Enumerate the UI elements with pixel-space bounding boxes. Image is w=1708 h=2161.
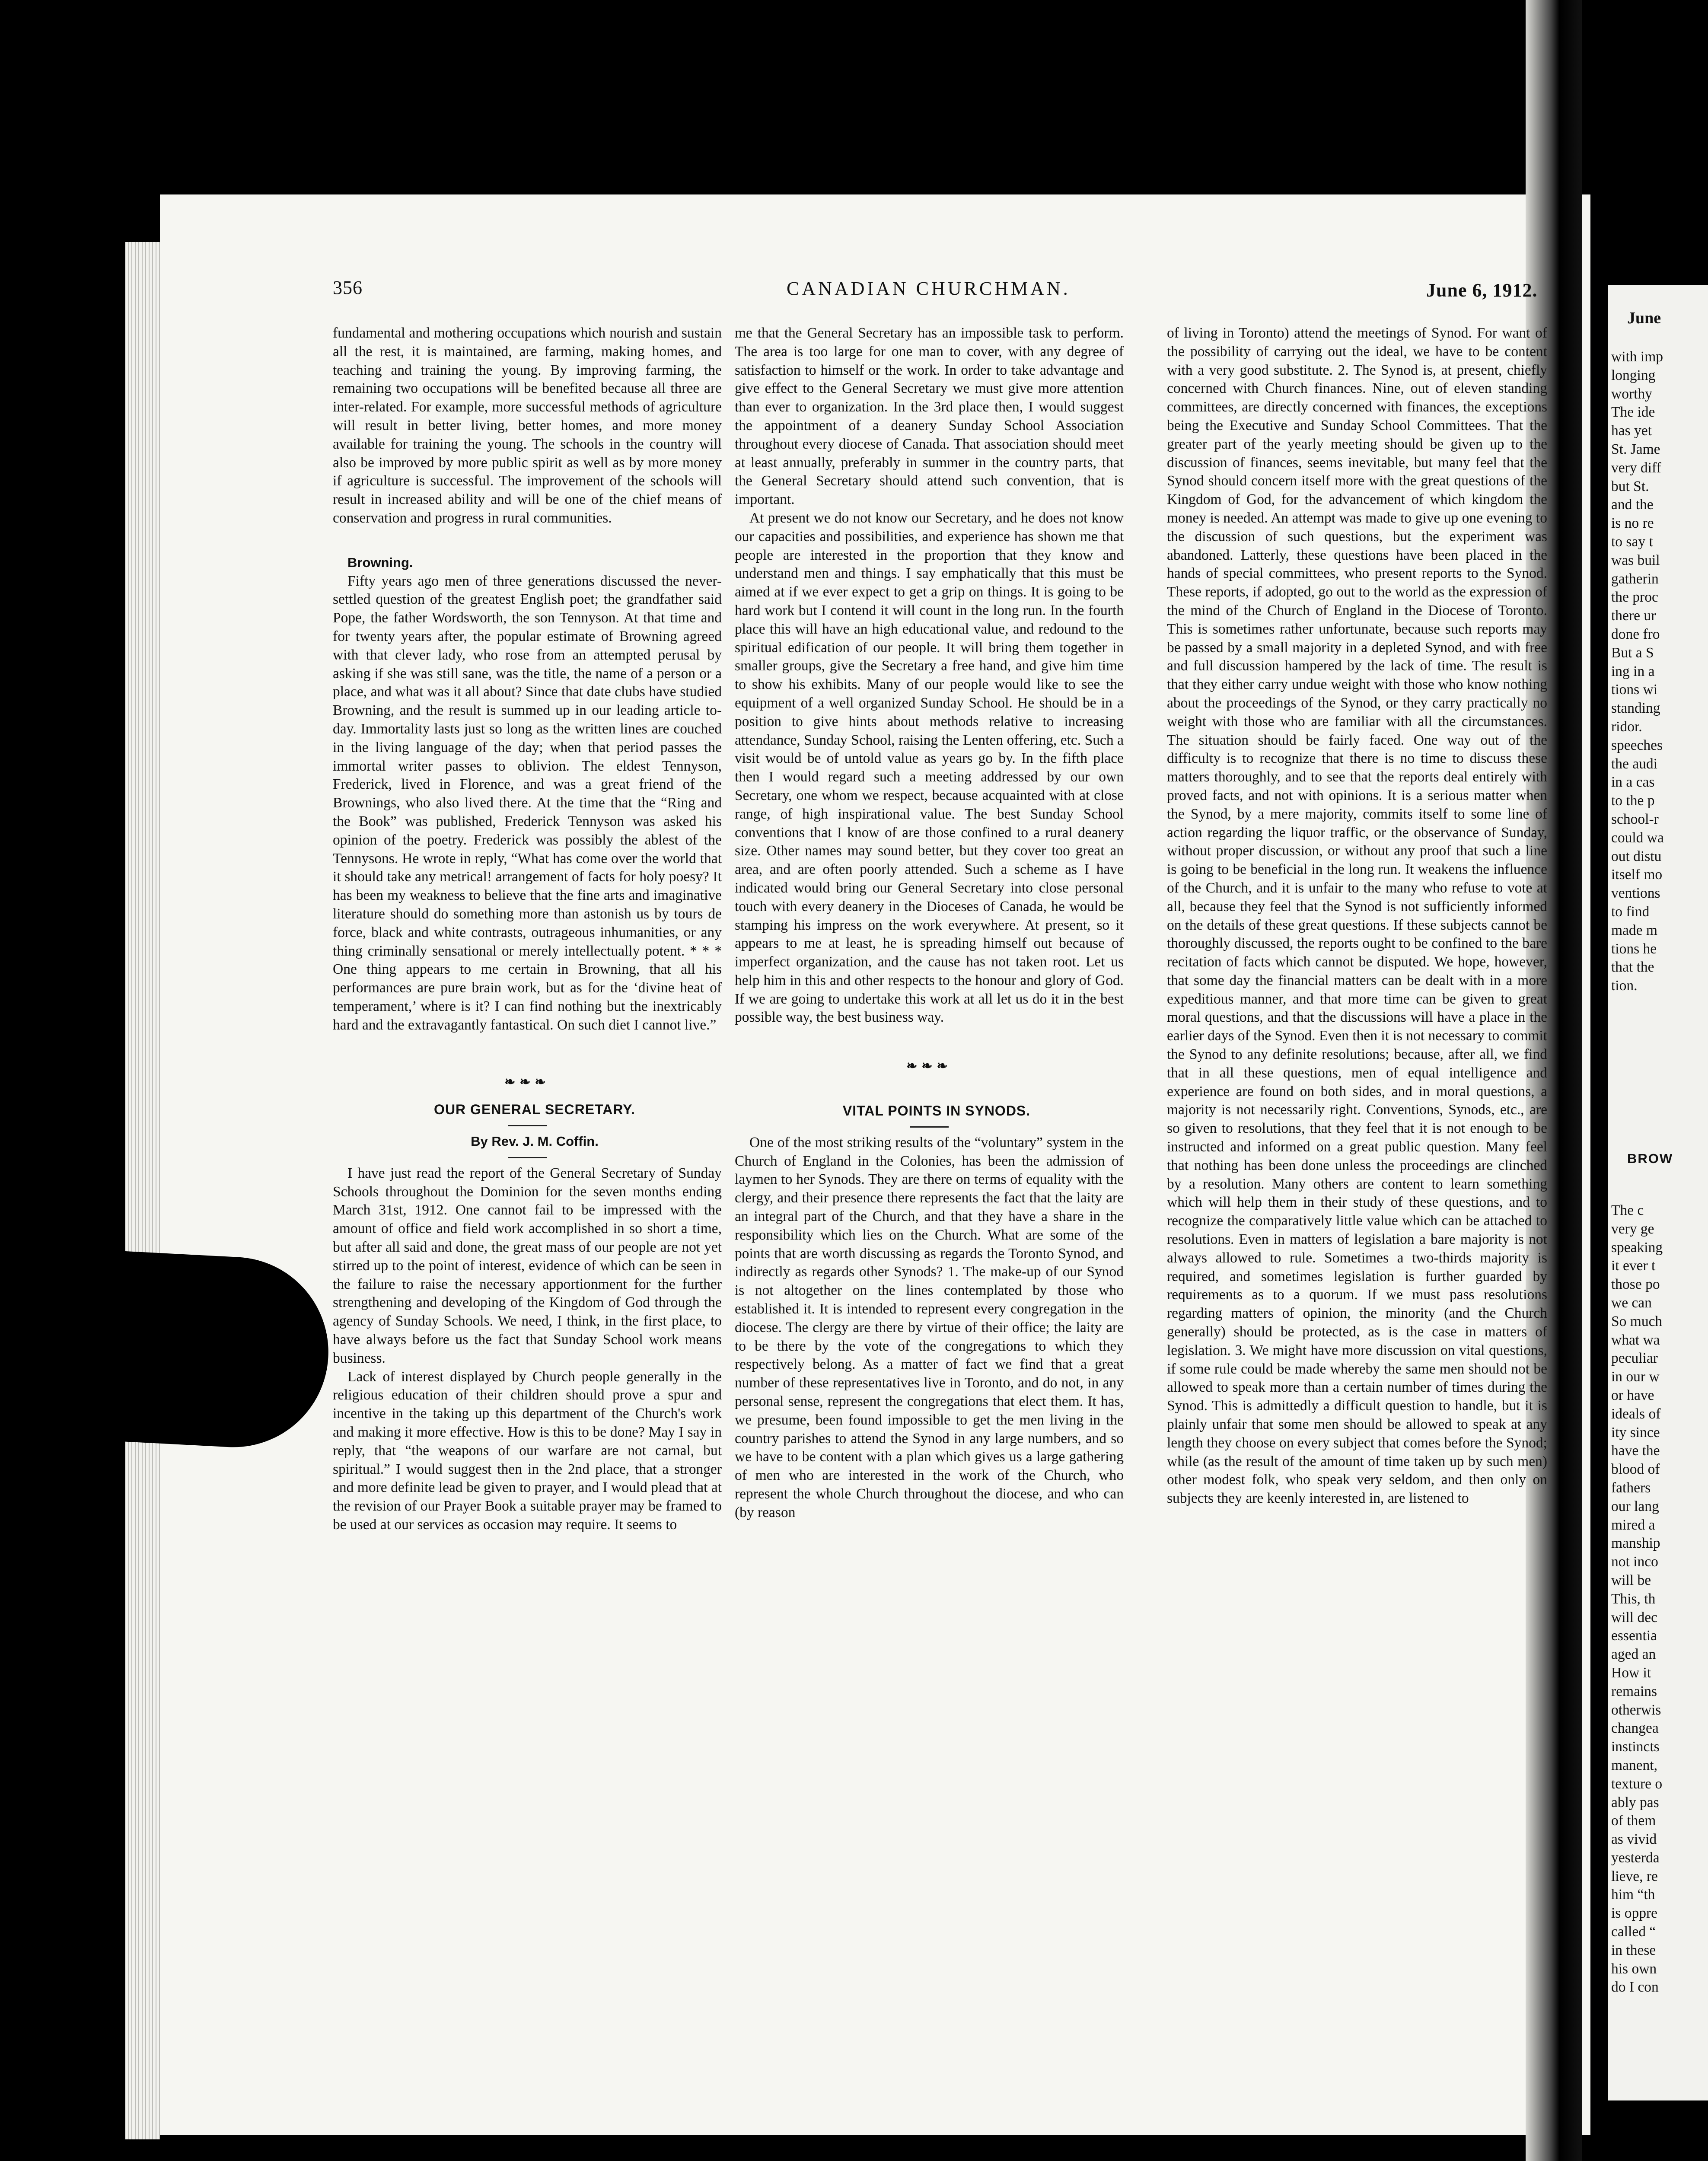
text-line: was buil	[1611, 552, 1660, 568]
ornament: ❧❧❧	[906, 1059, 952, 1074]
text-line: standing	[1611, 700, 1660, 717]
text-line: very diff	[1611, 459, 1661, 476]
text-line: gatherin	[1611, 571, 1659, 587]
text-line: yesterda	[1611, 1849, 1660, 1866]
paragraph: I have just read the report of the General Secretary of Sunday Schools throughout the Dominion for the seven months ending March 31st, 1912. One cannot fail to be impressed with the amount of office and field work accomplished in so short a time, but after all said and done, the great mass of our people are not yet stirred up to the point of interest, evidence of which can be seen in the failure to raise the necessary apportionment for the further strengthening and developing of the Kingdom of God through the agency of Sunday Schools. We need, I think, in the first place, to have always before us the fact that Sunday School work means business.	[333, 1165, 722, 1366]
paragraph: One of the most striking results of the “voluntary” system in the Church of England in the Colonies, has been the admission of laymen to her Synods. They are there on terms of equality with the clergy, and their presence there represents the fact that the laity are an integral part of the Church, and that they have a share in the responsibility which lies on the Church. What are some of the points that are worth discussing as regards the Toronto Synod, and indirectly as regards other Synods? 1. The make-up of our Synod is not altogether on the lines contemplated by those who established it. It is intended to represent every congregation in the diocese. The clergy are there by virtue of their office; the laity are to be there by the vote of the congregations to which they respectively belong. As a matter of fact we find that a great number of these representatives live in Toronto, and do not, in any personal sense, represent the congregations that elect them. It has, we presume, been found impossible to get the men living in the country parishes to attend the Synod in any large numbers, and so we have to be content with a plan which gives us a large gathering of men who are interested in the work of the Church, who represent the whole Church throughout the diocese, and who can (by reason	[735, 1134, 1124, 1520]
text-line: of them	[1611, 1813, 1656, 1829]
holding-hand	[0, 1245, 333, 1452]
paragraph: fundamental and mothering occupations which nourish and sustain all the rest, it is maintained, are farming, making homes, and teaching and training the young. By improving farming, the remaining two occupations will be benefited because all three are inter-related. For example, more successful methods of agriculture will result in better living, better homes, and more money available for training the young. The schools in the country will also be improved by more public spirit as well as by more money if agriculture is successful. The improvement of the schools will result in increased ability and will be one of the chief means of conservation and progress in rural communities.	[333, 325, 722, 526]
paragraph: of living in Toronto) attend the meetings of Synod. For want of the possibility of carrying out the ideal, we have to be content with a very good substitute. 2. The Synod is, at present, chiefly concerned with Church finances. Nine, out of eleven standing committees, are directly concerned with finances, the exceptions being the Executive and Sunday School Committees. That the greater part of the yearly meeting should be given up to the discussion of finances, seems inevitable, but many feel that the Synod should concern itself more with the great questions of the Kingdom of God, for the advancement of which kingdom the money is needed. An attempt was made to give up one evening to the discussion of such questions, but the experiment was abandoned. Latterly, these questions have been placed in the hands of special committees, who present reports to the Synod. These reports, if adopted, go out to the world as the expression of the mind of the Church of England in the Diocese of Toronto. This is sometimes rather unfortunate, because such reports may be passed by a small majority in a depleted Synod, and with free and full discussion hampered by the lack of time. The result is that they either carry undue weight with those who know nothing about the proceedings of the Synod, or they carry practically no weight with those who are familiar with all the circumstances. The situation should be fairly faced. One way out of the difficulty is to recognize that there is no time to discuss these matters thoroughly, and to see that the reports deal entirely with proved facts, and not with opinions. It is a serious matter when the Synod, by a mere majority, commits itself to some line of action regarding the liquor traffic, or the observance of Sunday, without proper discussion, or without any proof that such a line is going to be beneficial in the long run. It weakens the influence of the Church, and it is unfair to the many who refuse to vote at all, because they feel that the Synod is not sufficiently informed on the details of these great questions. If these subjects cannot be thoroughly discussed, the reports ought to be confined to the bare recitation of facts which cannot be disputed. We hope, however, that some day the financial matters can be dealt with in a more expeditious manner, and that more time can be given to great moral questions, and that the discussions will have a place in the earlier days of the Synod. Even then it is not necessary to commit the Synod to any definite resolutions; because, after all, we find that in all these questions, men of equal intelligence and experience are found on both sides, and in moral questions, a majority is not necessarily right. Conventions, Synods, etc., are so given to resolutions, that they feel that it is not enough to be instructed and informed on a great public question. Many feel that nothing has been done unless the proceedings are clinched by a resolution. Many others are content to learn something which will help them in their study of these questions, and to recognize the comparatively little value which can be attached to resolutions. Even in matters of legislation a bare majority is not always allowed to rule. Sometimes a two-thirds majority is required, and sometimes legislation is further guarded by requirements as to a quorum. If we must pass resolutions regarding matters of opinion, the minority (and the Church generally) should be protected, as is the case in matters of legislation. 3. We might have more discussion on vital questions, if some rule could be made whereby the same men should not be allowed to speak more than a certain number of times during the Synod. This is admittedly a difficult question to handle, but it is plainly unfair that some men should be allowed to speak at any length they choose on every subject that comes before the Synod; while (as the result of the amount of time taken up by such men) other modest folk, who speak very seldom, and then only on subjects they are keenly interested in, are listened to	[1167, 325, 1547, 1507]
text-line: manship	[1611, 1535, 1660, 1552]
text-line: essentia	[1611, 1628, 1657, 1644]
page-edges	[125, 242, 160, 2139]
text-line: lieve, re	[1611, 1868, 1658, 1884]
text-line: will be	[1611, 1572, 1651, 1588]
text-line: in these	[1611, 1942, 1656, 1958]
text-line: it ever t	[1611, 1258, 1656, 1274]
publication-title: CANADIAN CHURCHMAN.	[787, 278, 1071, 299]
text-line: tion.	[1611, 978, 1638, 994]
text-line: could wa	[1611, 829, 1664, 846]
text-line: out distu	[1611, 848, 1662, 864]
text-line: and the	[1611, 497, 1654, 513]
paragraph: me that the General Secretary has an impossible task to perform. The area is too large for one man to cover, with any degree of satisfaction to himself or the work. In order to take advantage and give effect to the General Secretary we must give more attention than ever to organization. In the 3rd place then, I would suggest the appointment of a deanery Sunday School Association throughout every diocese of Canada. That association should meet at least annually, preferably in summer in the country parts, that the General Secretary should attend such convention, that is important.	[735, 325, 1124, 508]
text-line: St. Jame	[1611, 441, 1660, 457]
text-line: ing in a	[1611, 663, 1655, 679]
text-line: will dec	[1611, 1609, 1657, 1626]
text-line: otherwis	[1611, 1702, 1661, 1718]
text-line: we can	[1611, 1294, 1652, 1311]
right-page-text-bottom	[1611, 1202, 1663, 1997]
text-line: school-r	[1611, 811, 1659, 827]
text-line: is oppre	[1611, 1905, 1657, 1922]
text-line: This, th	[1611, 1590, 1656, 1607]
text-line: So much	[1611, 1313, 1663, 1329]
text-line: but St.	[1611, 478, 1649, 494]
text-line: tions wi	[1611, 682, 1658, 698]
text-line: peculiar	[1611, 1350, 1658, 1367]
text-line: remains	[1611, 1683, 1657, 1699]
text-line: fathers	[1611, 1479, 1651, 1496]
text-line: the proc	[1611, 589, 1658, 606]
text-line: his own	[1611, 1960, 1657, 1977]
text-line: How it	[1611, 1664, 1651, 1681]
issue-date: June 6, 1912.	[1426, 280, 1538, 301]
divider	[508, 1157, 547, 1158]
text-line: that the	[1611, 959, 1654, 975]
text-line: those po	[1611, 1276, 1660, 1293]
text-line: have the	[1611, 1443, 1660, 1459]
text-line: done fro	[1611, 626, 1660, 642]
text-line: him “th	[1611, 1887, 1655, 1903]
text-line: to the p	[1611, 793, 1655, 809]
paragraph: Lack of interest displayed by Church people generally in the religious education of their children should prove a spur and incentive in the taking up this department of the Church's work and making it more effective. How is this to be done? May I say in reply, that “the weapons of our warfare are not carnal, but spiritual.” I would suggest then in the 2nd place, that a stronger and more definite lead be given to prayer, and I would plead that at the revision of our Prayer Book a suitable prayer may be framed to be used at our services as occasion may require. It seems to	[333, 1368, 722, 1533]
text-line: to find	[1611, 903, 1650, 920]
text-line: itself mo	[1611, 867, 1663, 883]
text-line: ventions	[1611, 885, 1660, 902]
right-page-heading: BROW	[1627, 1151, 1673, 1166]
text-line: manent,	[1611, 1757, 1657, 1773]
text-line: do I con	[1611, 1979, 1659, 1995]
section-heading-browning: Browning.	[347, 555, 413, 570]
text-line: texture o	[1611, 1775, 1663, 1792]
text-line: The c	[1611, 1202, 1644, 1218]
text-line: to say t	[1611, 533, 1653, 550]
text-line: ably pas	[1611, 1794, 1659, 1810]
text-line: But a S	[1611, 644, 1654, 661]
text-line: what wa	[1611, 1332, 1660, 1348]
page-number: 356	[333, 277, 363, 298]
column-3	[1167, 324, 1547, 1508]
text-line: has yet	[1611, 423, 1652, 439]
section-heading-general-secretary: OUR GENERAL SECRETARY.	[434, 1102, 635, 1118]
text-line: worthy	[1611, 386, 1652, 402]
text-line: is no re	[1611, 515, 1654, 532]
text-line: tions he	[1611, 940, 1657, 957]
paragraph: Fifty years ago men of three generations discussed the never-settled question of the greatest English poet; the grandfather said Pope, the father Wordsworth, the son Tennyson. At that time and for twenty years after, the popular estimate of Browning agreed with that clever lady, who rose from an attempted perusal by asking if she was still sane, was the title, the name of a person or a place, and what was it all about? Since that date clubs have studied Browning, and the result is summed up in our leading article to-day. Immortality lasts just so long as the written lines are couched in the living language of the day; when that period passes the immortal writer passes to oblivion. The eldest Tennyson, Frederick, lived in Florence, and was a great friend of the Brownings, who also lived there. At the time that the “Ring and the Book” was published, Frederick Tennyson was asked his opinion of the poetry. Frederick was possibly the ablest of the Tennysons. He wrote in reply, “What has come over the world that it should take any metrical! arrangement of facts for holy poesy? It has been my weakness to believe that the fine arts and imaginative literature should do something more than astonish us by tours de force, black and white contrasts, outrageous inhumanities, or any thing criminally sensational or merely intellectually potent. * * * One thing appears to me certain in Browning, that all his performances are pure brain work, but as for the ‘divine heat of temperament,’ where is it? I can find nothing but the inextricably hard and the extravagantly fantastical. On such diet I cannot live.”	[333, 573, 722, 1033]
text-line: called “	[1611, 1924, 1656, 1940]
text-line: ity since	[1611, 1424, 1660, 1441]
text-line: speeches	[1611, 737, 1663, 753]
text-line: speaking	[1611, 1239, 1663, 1256]
divider	[508, 1125, 547, 1126]
text-line: longing	[1611, 367, 1656, 383]
text-line: very ge	[1611, 1221, 1654, 1237]
text-line: ideals of	[1611, 1406, 1661, 1422]
text-line: instincts	[1611, 1739, 1660, 1755]
text-line: not inco	[1611, 1554, 1658, 1570]
right-page-header: June	[1627, 309, 1661, 327]
column-2	[735, 324, 1124, 1522]
divider	[910, 1126, 949, 1128]
text-line: The ide	[1611, 404, 1655, 421]
text-line: or have	[1611, 1387, 1654, 1403]
byline: By Rev. J. M. Coffin.	[471, 1134, 599, 1149]
text-line: ridor.	[1611, 718, 1642, 735]
section-heading-vital-points: VITAL POINTS IN SYNODS.	[842, 1103, 1031, 1119]
text-line: in our w	[1611, 1369, 1660, 1385]
right-page-text-top	[1611, 348, 1664, 995]
text-line: made m	[1611, 922, 1657, 938]
text-line: the audi	[1611, 755, 1657, 772]
text-line: blood of	[1611, 1461, 1660, 1478]
text-line: mired a	[1611, 1517, 1655, 1533]
text-line: our lang	[1611, 1498, 1659, 1514]
text-line: there ur	[1611, 608, 1656, 624]
text-line: with imp	[1611, 349, 1663, 365]
paragraph: At present we do not know our Secretary, and he does not know our capacities and possibilities, and experience has shown me that people are interested in the proportion that they know and understand men and things. I say emphatically that this must be aimed at if we ever expect to get a grip on things. It is going to be hard work but I contend it will count in the long run. In the fourth place this will have an high educational value, and redound to the spiritual edification of our people. It will bring them together in smaller groups, give the Secretary a free hand, and give him time to show his exhibits. Many of our people would like to see the equipment of a well organized Sunday School. He should be in a position to give hints about methods relative to increasing attendance, Sunday School, raising the Lenten offering, etc. Such a visit would be of untold value as years go by. In the fifth place then I would regard such a meeting addressed by our own Secretary, one whom we respect, because acquainted with at close range, of high inspirational value. The best Sunday School conventions that I know of are those confined to a rural deanery size. Other names may sound better, but they cover too great an area, and are often poorly attended. Such a scheme as I have indicated would bring our General Secretary into close personal touch with every deanery in the Dioceses of Canada, he would be stamping his impress on the work everywhere. At present, so it appears to me at least, he is spreading himself out because of imperfect organization, and the cause has not taken root. Let us help him in this and other respects to the honour and glory of God. If we are going to undertake this work at all let us do it in the best possible way, the best business way.	[735, 510, 1124, 1026]
text-line: in a cas	[1611, 774, 1655, 790]
text-line: as vivid	[1611, 1831, 1657, 1848]
text-line: aged an	[1611, 1646, 1656, 1663]
column-1	[333, 324, 722, 1534]
text-line: changea	[1611, 1720, 1659, 1737]
ornament: ❧❧❧	[504, 1075, 550, 1090]
